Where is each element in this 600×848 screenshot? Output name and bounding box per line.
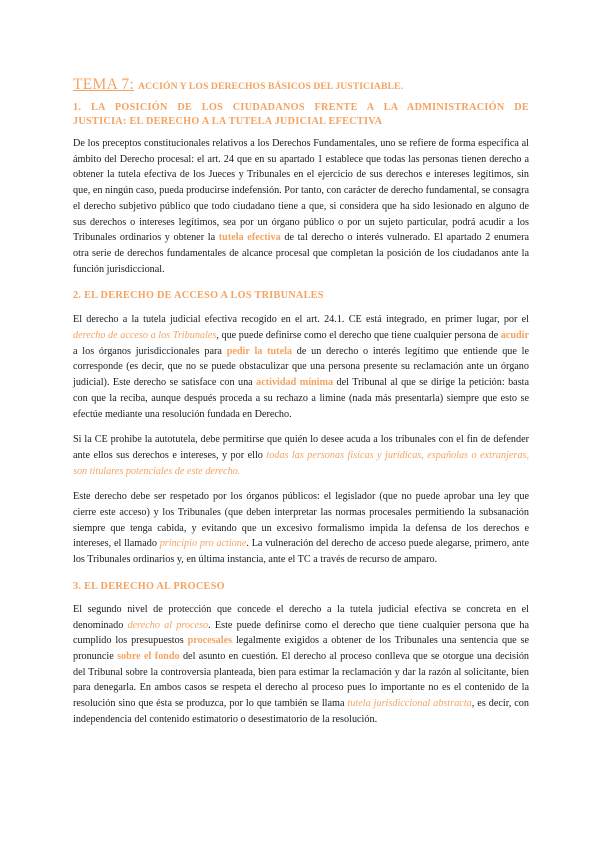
section-2-paragraph-1 xyxy=(73,312,529,422)
italic-term: tutela jurisdiccional abstracta xyxy=(347,698,472,710)
italic-term: principio pro actione xyxy=(159,538,247,550)
text-run: El segundo nivel de protección que concede el derecho a la tutela judicial efectiva se concreta en el denominado xyxy=(73,603,529,631)
document-page xyxy=(73,76,529,728)
text-run: , que puede definirse como el derecho que tiene cualquier persona de xyxy=(216,330,499,342)
text-run: . La vulneración del derecho de acceso puede alegarse, primero, ante los Tribunales ordinarios y, en última instancia, ante el TC a través de recurso de amparo. xyxy=(73,538,529,566)
section-1-paragraph xyxy=(73,136,529,277)
italic-term: derecho de acceso a los Tribunales xyxy=(73,330,217,342)
italic-term: todas las personas físicas y jurídicas, españolas o extranjeras, son titulares potenciales de este derecho. xyxy=(73,449,530,477)
text-run: Si la CE prohibe la autotutela, debe permitirse que quién lo desee acuda a los tribunales con el fin de defender ante ellos sus derechos e intereses, y por ello xyxy=(73,434,529,461)
section-1-heading-line1: 1. LA POSICIÓN DE LOS CIUDADANOS FRENTE A LA ADMINISTRACIÓN DE xyxy=(73,102,529,113)
text-run: del asunto en cuestión. El derecho al proceso conlleva que se otorgue una decisión del Tribunal sobre la controversia planteada, bien para estimar la reclamación y dar la razón al solicitante, bien para denegarla. En ambos casos se respeta el derecho al proceso pues lo importante no es el contenido de la resolución sino que ésta se produzca, por lo que también se llama xyxy=(73,650,530,710)
section-3-paragraph xyxy=(73,602,529,728)
text-run: De los preceptos constitucionales relativos a los Derechos Fundamentales, uno se refiere de forma específica al ámbito del Derecho procesal: el art. 24 que en su apartado 1 establece que todas las personas tienen derecho a obtener la tutela efectiva de los Jueces y Tribunales en el ejercicio de sus derechos e intereses legítimos, sin que, en ningún caso, pueda producirse indefensión. Por tanto, con carácter de derecho fundamental, se consagra el derecho subjetivo público que todo ciudadano tiene a que, si considera que ha sido lesionado en alguno de sus derechos o intereses legítimos, sea por un órgano público o por un sujeto particular, podrá acudir a los Tribunales ordinarios y obtener la xyxy=(73,138,529,244)
italic-term: derecho al proceso xyxy=(127,619,209,631)
section-2-paragraph-2 xyxy=(73,432,529,479)
text-run: de tal derecho o interés vulnerado. El apartado 2 enumera otra serie de derechos fundamentales de alcance procesal que completan la posición de los ciudadanos ante la función jurisdiccional. xyxy=(73,232,530,275)
section-2-heading: 2. EL DERECHO DE ACCESO A LOS TRIBUNALES xyxy=(73,290,324,302)
page-title xyxy=(73,76,529,95)
section-1-heading-line2: JUSTICIA: EL DERECHO A LA TUTELA JUDICIAL EFECTIVA xyxy=(73,115,383,127)
highlight-term: sobre el fondo xyxy=(117,650,180,662)
highlight-term: tutela efectiva xyxy=(218,232,281,244)
highlight-term: actividad mínima xyxy=(256,377,334,389)
text-run: del Tribunal al que se dirige la petición: basta con que la reciba, aunque después proceda a su rechazo a limine (nada más presentarla) siempre que esto se efectúe mediante una resolución fundada en Derecho. xyxy=(73,377,530,420)
topic-title: ACCIÓN Y LOS DERECHOS BÁSICOS DEL JUSTICIABLE. xyxy=(138,81,403,92)
text-run: . Este puede definirse como el derecho que tiene cualquier persona que ha cumplido los presupuestos xyxy=(73,619,529,647)
text-run: de un derecho o interés legítimo que entiende que le corresponde (es decir, que no se puede obstaculizar que una persona presente su reclamación ante un órgano judicial). Este derecho se satisface con una xyxy=(73,345,530,389)
topic-number: TEMA 7: xyxy=(73,76,135,93)
section-2-paragraph-3 xyxy=(73,489,529,568)
text-run: Este derecho debe ser respetado por los órganos públicos: el legislador (que no puede aprobar una ley que cierre este acceso) y los Tribunales (que deben interpretar las normas procesales permitiendo la subsanación siempre que tenga cabida, y evitando que un excesivo formalismo impida la defensa de los derechos e intereses, el llamado xyxy=(73,491,529,550)
text-run: legalmente exigidos a obtener de los Tribunales una sentencia que se pronuncie xyxy=(73,635,530,662)
text-run: , es decir, con independencia del contenido estimatorio o desestimatorio de la resolución. xyxy=(73,698,529,725)
highlight-term: procesales xyxy=(187,635,233,647)
text-run: El derecho a la tutela judicial efectiva recogido en el art. 24.1. CE está integrado, en primer lugar, por el xyxy=(73,314,529,326)
highlight-term: acudir xyxy=(500,330,530,342)
section-3-heading: 3. EL DERECHO AL PROCESO xyxy=(73,580,225,592)
highlight-term: pedir la tutela xyxy=(226,345,293,357)
text-run: a los órganos jurisdiccionales para xyxy=(73,345,222,357)
